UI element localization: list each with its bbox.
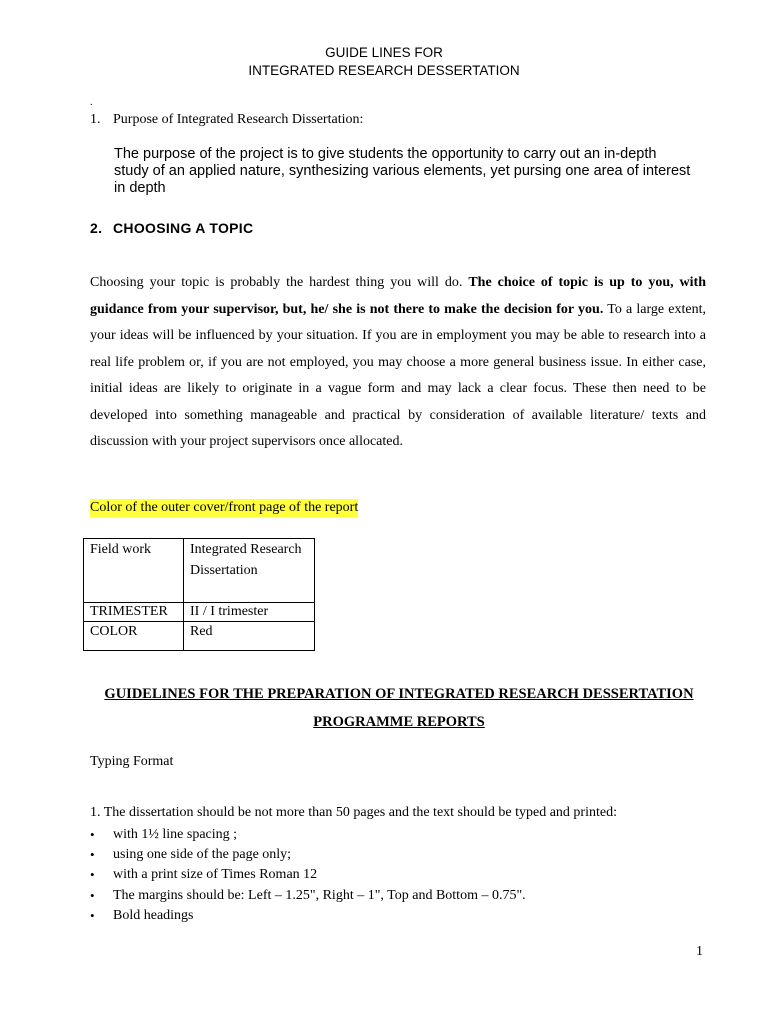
guidelines-title-line1: GUIDELINES FOR THE PREPARATION OF INTEGRATED RESEARCH DESSERTATION: [104, 686, 694, 702]
list-item: [90, 846, 526, 866]
bullet-icon: •: [90, 907, 95, 923]
table-row: [84, 622, 315, 651]
table-cell-value: Red: [184, 622, 315, 651]
topic-paragraph-bold: The choice of topic is up to you, with guidance from your supervisor, but, he/ she is not there to make the decision for you.: [90, 275, 706, 317]
table-cell-label: TRIMESTER: [84, 603, 184, 622]
table-row: [84, 603, 315, 622]
typing-format-bullet-list: [90, 826, 526, 927]
list-item-text: using one side of the page only;: [113, 847, 292, 863]
table-cell-value: Integrated Research Dissertation: [184, 539, 315, 603]
list-item: [90, 866, 526, 886]
list-item-text: with a print size of Times Roman 12: [113, 867, 318, 883]
table-cell-value: II / I trimester: [184, 603, 315, 622]
bullet-icon: •: [90, 827, 95, 842]
document-title-line2: INTEGRATED RESEARCH DESSERTATION: [248, 63, 520, 78]
list-item: [90, 907, 526, 927]
list-item: [90, 887, 526, 907]
table-cell-label: COLOR: [84, 622, 184, 651]
bullet-icon: •: [90, 887, 95, 903]
section-2-title: CHOOSING A TOPIC: [113, 220, 254, 236]
topic-paragraph-intro: Choosing your topic is probably the hardest thing you will do.: [90, 275, 469, 290]
table-row: [84, 539, 315, 603]
list-item-text: Bold headings: [113, 907, 194, 923]
list-item: [90, 826, 526, 846]
list-item-text: The margins should be: Left – 1.25", Right – 1", Top and Bottom – 0.75".: [113, 887, 526, 903]
purpose-paragraph: The purpose of the project is to give students the opportunity to carry out an in-depth study of an applied nature, synthesizing various elements, yet pursing one area of interest in depth: [114, 146, 691, 196]
typing-format-item-1: 1. The dissertation should be not more than 50 pages and the text should be typed and printed:: [90, 805, 617, 820]
section-2-number: 2.: [90, 220, 103, 236]
section-2-heading: [90, 220, 253, 236]
section-1-number: 1.: [90, 112, 101, 127]
list-item-text: with 1½ line spacing ;: [113, 827, 238, 842]
cover-color-table: [83, 538, 315, 651]
topic-paragraph-rest: To a large extent, your ideas will be influenced by your situation. If you are in employment you may be able to research into a real life problem or, if you are not employed, you may choose a more general business issue. In either case, initial ideas are likely to originate in a vague form and may lack a clear focus. These then need to be developed into something manageable and practical by consideration of available literature/ texts and discussion with your project supervisors once allocated.: [90, 301, 707, 449]
guidelines-title-line2: PROGRAMME REPORTS: [313, 714, 485, 730]
document-title-line1: GUIDE LINES FOR: [325, 45, 443, 60]
section-1-title: Purpose of Integrated Research Dissertation:: [113, 112, 364, 127]
highlighted-cover-note: Color of the outer cover/front page of the report: [90, 500, 359, 515]
bullet-icon: •: [90, 867, 95, 883]
topic-paragraph: [90, 270, 706, 456]
typing-format-heading: Typing Format: [90, 754, 174, 769]
table-cell-label: Field work: [84, 539, 184, 603]
section-1-heading: [90, 112, 363, 128]
page-number: 1: [696, 944, 703, 959]
bullet-icon: •: [90, 847, 95, 863]
stray-dot: .: [90, 97, 93, 108]
